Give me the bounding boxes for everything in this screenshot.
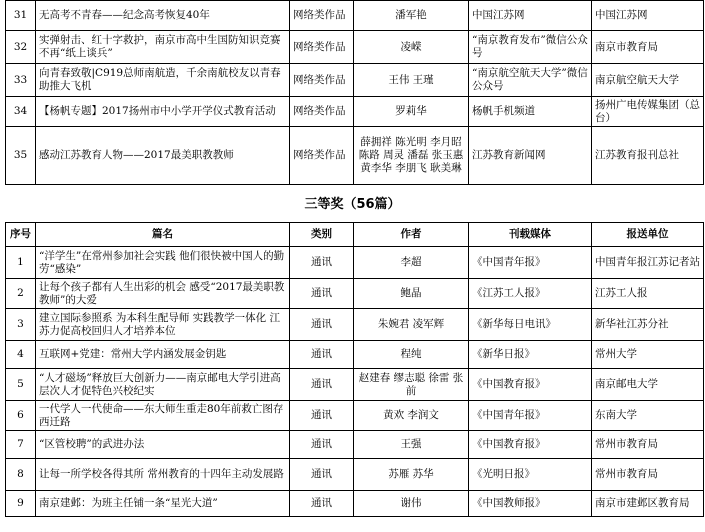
- cell-media: “南京教育发布”微信公众号: [469, 31, 592, 64]
- header-title: 篇名: [36, 223, 290, 247]
- cell-media: 《新华每日电讯》: [469, 309, 592, 341]
- cell-author: 赵建春 缪志聪 徐雷 张前: [354, 369, 469, 401]
- table-row: [6, 64, 704, 97]
- cell-num: 35: [6, 127, 36, 185]
- table-row: [6, 247, 704, 279]
- cell-num: 1: [6, 247, 36, 279]
- cell-category: 通讯: [290, 309, 354, 341]
- cell-media: 《中国教育报》: [469, 369, 592, 401]
- cell-num: 5: [6, 369, 36, 401]
- header-unit: 报送单位: [592, 223, 704, 247]
- section-title: 三等奖（56篇）: [304, 197, 401, 212]
- cell-media: 《中国青年报》: [469, 401, 592, 431]
- table-row: [6, 341, 704, 369]
- cell-unit: 新华社江苏分社: [592, 309, 704, 341]
- cell-num: 33: [6, 64, 36, 97]
- cell-category: 网络类作品: [290, 1, 354, 31]
- cell-title: 实弹射击、红十字救护，南京市高中生国防知识竞赛不再“纸上谈兵”: [36, 31, 290, 64]
- cell-category: 网络类作品: [290, 97, 354, 127]
- table-row: [6, 31, 704, 64]
- cell-unit: 江苏教育报刊总社: [592, 127, 704, 185]
- cell-unit: 常州大学: [592, 341, 704, 369]
- cell-unit: 常州市教育局: [592, 431, 704, 459]
- cell-author: 凌嵘: [354, 31, 469, 64]
- cell-author: 鲍晶: [354, 279, 469, 309]
- cell-num: 4: [6, 341, 36, 369]
- table-row: [6, 97, 704, 127]
- cell-title: 南京建邺：为班主任铺一条“星光大道”: [36, 491, 290, 517]
- cell-category: 网络类作品: [290, 64, 354, 97]
- header-media: 刊载媒体: [469, 223, 592, 247]
- cell-num: 32: [6, 31, 36, 64]
- cell-num: 34: [6, 97, 36, 127]
- cell-title: 向青春致敬|C919总师南航造，千余南航校友以青春助推大飞机: [36, 64, 290, 97]
- cell-author: 程纯: [354, 341, 469, 369]
- header-num: 序号: [6, 223, 36, 247]
- cell-unit: 南京邮电大学: [592, 369, 704, 401]
- table-row: [6, 279, 704, 309]
- cell-author: 潘军艳: [354, 1, 469, 31]
- table-row: [6, 309, 704, 341]
- cell-title: 无高考不青春——纪念高考恢复40年: [36, 1, 290, 31]
- cell-author: 王强: [354, 431, 469, 459]
- cell-title: 让每一所学校各得其所 常州教育的十四年主动发展路: [36, 459, 290, 491]
- table-row: [6, 491, 704, 517]
- table-row: [6, 1, 704, 31]
- cell-media: 杨帆手机频道: [469, 97, 592, 127]
- cell-media: “南京航空航天大学”微信公众号: [469, 64, 592, 97]
- cell-num: 6: [6, 401, 36, 431]
- table-row: [6, 431, 704, 459]
- cell-category: 通讯: [290, 401, 354, 431]
- cell-media: 《光明日报》: [469, 459, 592, 491]
- cell-category: 通讯: [290, 459, 354, 491]
- cell-category: 通讯: [290, 369, 354, 401]
- cell-author: 黄欢 李润文: [354, 401, 469, 431]
- cell-unit: 东南大学: [592, 401, 704, 431]
- cell-author: 薛拥祥 陈光明 李月昭 陈路 周灵 潘磊 张玉惠 黄李华 李朋飞 耿美琳: [354, 127, 469, 185]
- cell-author: 朱婉君 凌军辉: [354, 309, 469, 341]
- cell-title: 让每个孩子都有人生出彩的机会 感受“2017最美职教教师”的大爱: [36, 279, 290, 309]
- cell-category: 通讯: [290, 247, 354, 279]
- cell-unit: 常州市教育局: [592, 459, 704, 491]
- cell-num: 7: [6, 431, 36, 459]
- cell-unit: 中国青年报江苏记者站: [592, 247, 704, 279]
- cell-title: 一代学人一代使命——东大师生重走80年前救亡图存西迁路: [36, 401, 290, 431]
- cell-category: 通讯: [290, 491, 354, 517]
- cell-category: 通讯: [290, 341, 354, 369]
- cell-media: 江苏教育新闻网: [469, 127, 592, 185]
- cell-num: 3: [6, 309, 36, 341]
- cell-media: 《江苏工人报》: [469, 279, 592, 309]
- cell-author: 王伟 王瑾: [354, 64, 469, 97]
- cell-category: 网络类作品: [290, 127, 354, 185]
- cell-unit: 南京航空航天大学: [592, 64, 704, 97]
- cell-title: “人才磁场”释放巨大创新力——南京邮电大学引进高层次人才促特色兴校纪实: [36, 369, 290, 401]
- cell-media: 中国江苏网: [469, 1, 592, 31]
- cell-category: 通讯: [290, 431, 354, 459]
- cell-title: 建立国际参照系 为本科生配导师 实践教学一体化 江苏力促高校回归人才培养本位: [36, 309, 290, 341]
- table-row: [6, 459, 704, 491]
- cell-author: 苏雁 苏华: [354, 459, 469, 491]
- cell-num: 9: [6, 491, 36, 517]
- cell-title: “洋学生”在常州参加社会实践 他们很快被中国人的勤劳“感染”: [36, 247, 290, 279]
- table-row: [6, 369, 704, 401]
- cell-author: 谢伟: [354, 491, 469, 517]
- cell-title: 【杨帆专题】2017扬州市中小学开学仪式教育活动: [36, 97, 290, 127]
- cell-num: 31: [6, 1, 36, 31]
- cell-title: “区管校聘”的武进办法: [36, 431, 290, 459]
- cell-title: 互联网+党建：常州大学内涵发展金钥匙: [36, 341, 290, 369]
- table-header-row: [6, 223, 704, 247]
- cell-media: 《中国教师报》: [469, 491, 592, 517]
- table-row: [6, 401, 704, 431]
- cell-unit: 南京市教育局: [592, 31, 704, 64]
- cell-author: 罗莉华: [354, 97, 469, 127]
- cell-category: 通讯: [290, 279, 354, 309]
- prize-table-continued: [5, 0, 704, 185]
- cell-media: 《中国青年报》: [469, 247, 592, 279]
- cell-num: 2: [6, 279, 36, 309]
- cell-author: 李超: [354, 247, 469, 279]
- header-author: 作者: [354, 223, 469, 247]
- header-category: 类别: [290, 223, 354, 247]
- cell-unit: 南京市建邺区教育局: [592, 491, 704, 517]
- cell-unit: 江苏工人报: [592, 279, 704, 309]
- third-prize-table: [5, 222, 704, 517]
- cell-category: 网络类作品: [290, 31, 354, 64]
- cell-title: 感动江苏教育人物——2017最美职教教师: [36, 127, 290, 185]
- cell-media: 《中国教育报》: [469, 431, 592, 459]
- cell-media: 《新华日报》: [469, 341, 592, 369]
- cell-unit: 中国江苏网: [592, 1, 704, 31]
- cell-num: 8: [6, 459, 36, 491]
- table-row: [6, 127, 704, 185]
- cell-unit: 扬州广电传媒集团（总台）: [592, 97, 704, 127]
